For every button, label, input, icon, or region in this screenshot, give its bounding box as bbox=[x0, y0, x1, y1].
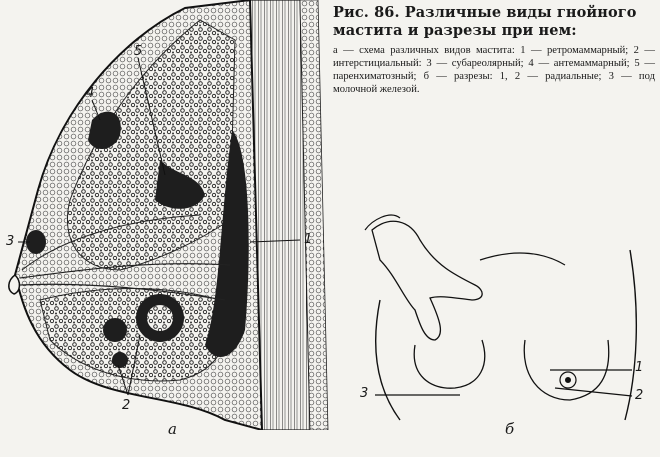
figure-b-label: б bbox=[505, 420, 515, 438]
figure-a-label: а bbox=[168, 420, 177, 438]
label-1-retromammary: 1 bbox=[304, 232, 313, 247]
label-3-subareolar: 3 bbox=[6, 234, 15, 249]
label-4-antemammary: 4 bbox=[86, 86, 95, 101]
label-5-parenchymatous: 5 bbox=[134, 44, 143, 59]
label-2-radial-incision: 2 bbox=[635, 388, 644, 403]
label-1-radial-incision: 1 bbox=[635, 360, 644, 375]
caption-body: а — схема различных видов мастита: 1 — ретромаммарный; 2 — интерстициальный: 3 — субареолярный; 4 — антемаммарный; 5 — паренхиматозный; б — разрезы: 1, 2 — радиальные; 3 — под молочной железой. bbox=[333, 45, 655, 95]
incisions-drawing bbox=[350, 190, 660, 430]
label-3-inframammary-incision: 3 bbox=[360, 386, 369, 401]
caption-title-line-2: мастита и разрезы при нем: bbox=[333, 22, 577, 39]
figure-caption bbox=[333, 4, 655, 96]
figure-b-incisions bbox=[350, 190, 660, 438]
breast-section-drawing bbox=[0, 0, 330, 430]
caption-title-line-1: Рис. 86. Различные виды гнойного bbox=[333, 4, 637, 21]
figure-a-breast-section bbox=[0, 0, 330, 438]
label-2-interstitial: 2 bbox=[122, 398, 131, 413]
